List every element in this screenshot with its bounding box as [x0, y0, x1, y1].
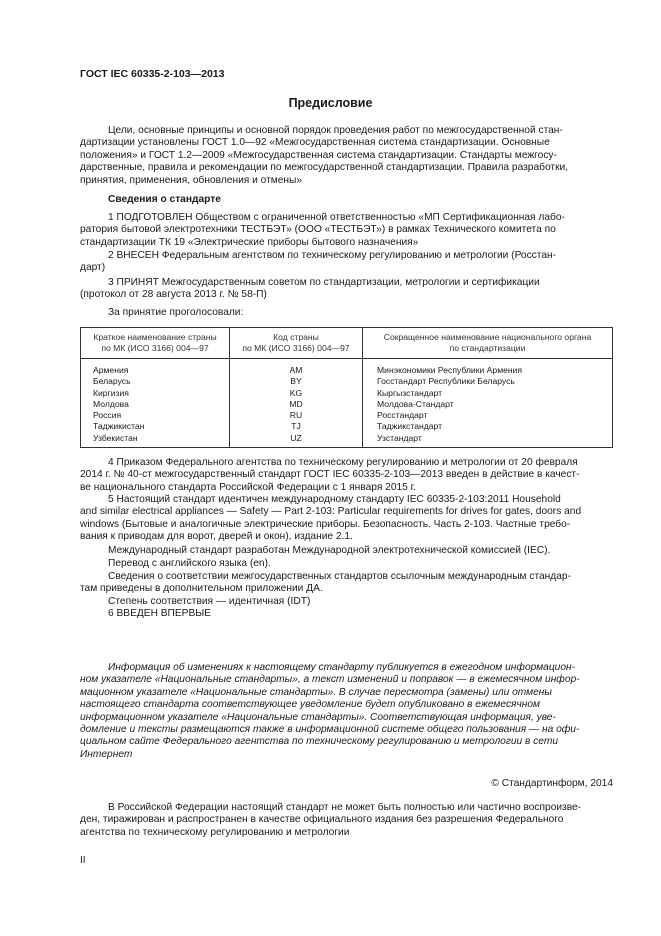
- references-line: Сведения о соответствии межгосударственных стандартов ссылочным международным стандар-: [108, 571, 571, 582]
- page-title: Предисловие: [288, 96, 373, 110]
- copyright-notice: © Стандартинформ, 2014: [491, 778, 613, 789]
- rights-notice: [80, 802, 613, 839]
- header-line: Код страны: [273, 332, 319, 342]
- body-cell: Молдова-Стандарт: [363, 399, 613, 410]
- intro-line: принятия, применения, обновления и отмены»: [80, 174, 303, 186]
- body-cell: Госстандарт Республики Беларусь: [363, 376, 613, 387]
- item-4: [80, 457, 613, 494]
- info-line: циальном сайте Федерального агентства по техническому регулированию и метрологии в сети: [80, 736, 558, 748]
- country-cell: Таджикистан: [81, 421, 230, 432]
- rights-line: ден, тиражирован и распространен в качестве официального издания без разрешения Федерального: [80, 814, 564, 826]
- code-cell: UZ: [230, 433, 363, 448]
- info-line: информационном указателе «Национальные стандарты». Соответствующая информация, уве-: [80, 711, 556, 723]
- item-1-line: ратория бытовой электротехники ТЕСТБЭТ» (ООО «ТЕСТБЭТ») в рамках Технического комитета по: [80, 224, 556, 236]
- section-subheading: Сведения о стандарте: [108, 194, 221, 205]
- item-4-line: 2014 г. № 40-ст межгосударственный стандарт ГОСТ IEC 60335-2-103—2013 введен в действие в качест-: [80, 469, 580, 481]
- intro-line: дарственные, правила и рекомендации по межгосударственной стандартизации. Правила разработки,: [80, 162, 569, 174]
- code-cell: KG: [230, 388, 363, 399]
- country-cell: Узбекистан: [81, 433, 230, 448]
- header-line: по МК (ИСО 3166) 004—97: [242, 343, 350, 353]
- header-line: по стандартизации: [449, 343, 526, 353]
- code-cell: BY: [230, 376, 363, 387]
- item-5-line: and similar electrical appliances — Safety — Part 2-103: Particular requirements for drives for gates, doors and: [80, 506, 582, 518]
- country-cell: Россия: [81, 410, 230, 421]
- item-3-line: (протокол от 28 августа 2013 г. № 58-П): [80, 289, 267, 301]
- table-row: [81, 433, 613, 448]
- item-5-line: windows (Бытовые и аналогичные электрические приборы. Безопасность. Часть 2-103. Частные требо-: [80, 518, 571, 530]
- item-5-line: вания к приводам для ворот, дверей и окон), издание 2.1.: [80, 531, 353, 543]
- info-line: Интернет: [80, 748, 133, 760]
- header-line: Сокращенное наименование национального органа: [383, 332, 592, 342]
- table-row: [81, 410, 613, 421]
- degree-statement: Степень соответствия — идентичная (IDT): [108, 596, 311, 607]
- body-cell: Узстандарт: [363, 433, 613, 448]
- country-cell: Беларусь: [81, 376, 230, 387]
- column-header-country: [81, 328, 230, 359]
- info-line: настоящего стандарта соответствующее уведомление будет опубликовано в ежемесячном: [80, 699, 541, 711]
- code-cell: AM: [230, 359, 363, 377]
- code-cell: TJ: [230, 421, 363, 432]
- body-cell: Таджикстандарт: [363, 421, 613, 432]
- intro-line: положения» и ГОСТ 1.2—2009 «Межгосударственная система стандартизации. Стандарты межгосу-: [80, 149, 557, 161]
- country-cell: Киргизия: [81, 388, 230, 399]
- table-row: [81, 388, 613, 399]
- intro-line: дартизации установлены ГОСТ 1.0—92 «Межгосударственная система стандартизации. Основные: [80, 137, 550, 149]
- info-line: домление и тексты размещаются также в информационной системе общего пользования — на офи-: [80, 724, 580, 736]
- document-header: ГОСТ IEC 60335-2-103—2013: [80, 68, 225, 80]
- intro-line: Цели, основные принципы и основной порядок проведения работ по межгосударственной стан-: [108, 125, 563, 136]
- info-line: Информация об изменениях к настоящему стандарту публикуется в ежегодном информацион-: [108, 662, 576, 673]
- item-1: [80, 212, 613, 249]
- table-row: [81, 359, 613, 377]
- iec-statement: Международный стандарт разработан Международной электротехнической комиссией (IEC).: [108, 545, 551, 556]
- item-2: [80, 250, 613, 275]
- country-cell: Молдова: [81, 399, 230, 410]
- vote-intro: За принятие проголосовали:: [108, 307, 244, 318]
- body-cell: Минэкономики Республики Армения: [363, 359, 613, 377]
- item-6: 6 ВВЕДЕН ВПЕРВЫЕ: [108, 608, 212, 619]
- item-5-line: 5 Настоящий стандарт идентичен международному стандарту IEC 60335-2-103:2011 Household: [108, 494, 561, 505]
- item-2-line: 2 ВНЕСЕН Федеральным агентством по техническому регулированию и метрологии (Росстан-: [108, 250, 557, 261]
- item-2-line: дарт): [80, 262, 106, 274]
- translation-statement: Перевод с английского языка (en).: [108, 558, 271, 569]
- rights-line: агентства по техническому регулированию и метрологии: [80, 826, 350, 838]
- table-header-row: [81, 328, 613, 359]
- references-statement: [80, 571, 613, 596]
- page-number: II: [80, 855, 86, 866]
- body-cell: Росстандарт: [363, 410, 613, 421]
- item-3-line: 3 ПРИНЯТ Межгосударственным советом по стандартизации, метрологии и сертификации: [108, 277, 540, 288]
- item-5: [80, 494, 613, 544]
- info-line: мационном указателе «Национальные стандарты». В случае пересмотра (замены) или отмены: [80, 686, 552, 698]
- info-line: ном указателе «Национальные стандарты», а текст изменений и поправок — в ежемесячном инфор-: [80, 674, 580, 686]
- column-header-body: [363, 328, 613, 359]
- table-row: [81, 421, 613, 432]
- code-cell: MD: [230, 399, 363, 410]
- intro-paragraph: [80, 125, 613, 187]
- item-4-line: 4 Приказом Федерального агентства по техническому регулированию и метрологии от 20 февраля: [108, 457, 578, 468]
- item-3: [80, 277, 613, 302]
- table-row: [81, 399, 613, 410]
- header-line: по МК (ИСО 3166) 004—97: [101, 343, 209, 353]
- table-row: [81, 376, 613, 387]
- changes-info-notice: [80, 662, 613, 761]
- code-cell: RU: [230, 410, 363, 421]
- rights-line: В Российской Федерации настоящий стандарт не может быть полностью или частично воспроизве-: [108, 802, 582, 813]
- item-1-line: стандартизации ТК 19 «Электрические приборы бытового назначения»: [80, 236, 419, 248]
- item-1-line: 1 ПОДГОТОВЛЕН Обществом с ограниченной ответственностью «МП Сертификационная лабо-: [108, 212, 565, 223]
- countries-table: [80, 327, 613, 448]
- country-cell: Армения: [81, 359, 230, 377]
- column-header-code: [230, 328, 363, 359]
- header-line: Краткое наименование страны: [93, 332, 217, 342]
- item-4-line: ве национального стандарта Российской Федерации с 1 января 2015 г.: [80, 481, 416, 493]
- body-cell: Кыргызстандарт: [363, 388, 613, 399]
- references-line: там приведены в дополнительном приложении ДА.: [80, 583, 323, 595]
